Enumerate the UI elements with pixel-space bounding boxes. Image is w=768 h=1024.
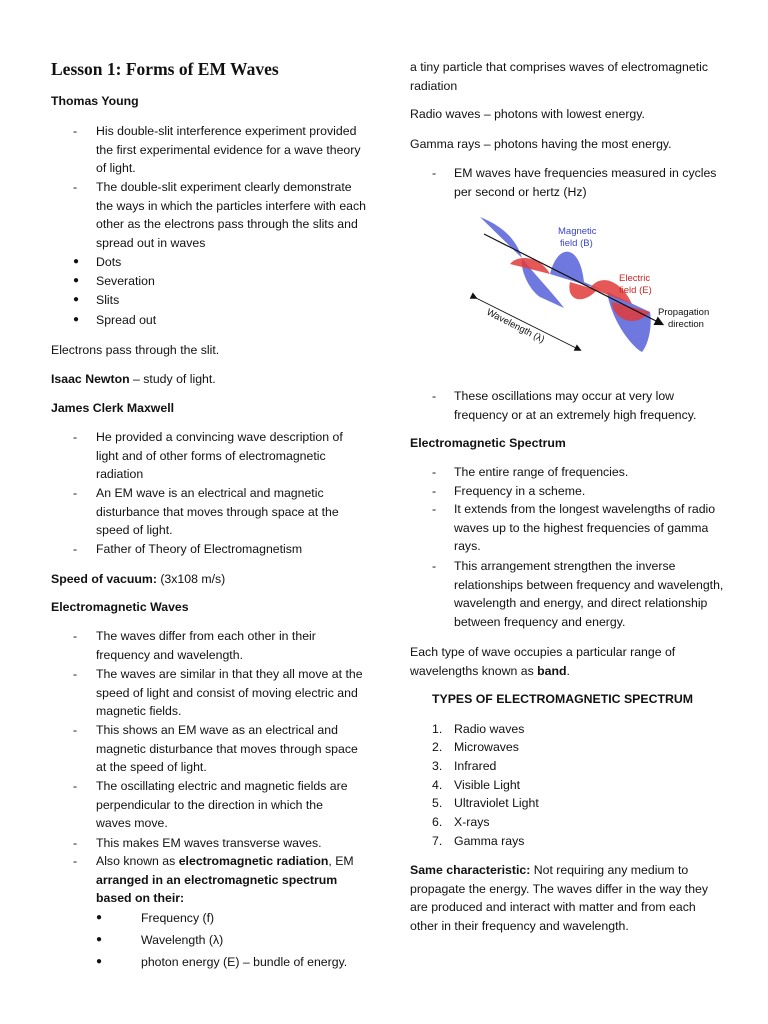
propagation-label-2: direction bbox=[668, 319, 704, 330]
newton-line: Isaac Newton – study of light. bbox=[51, 372, 216, 386]
speed-line: Speed of vacuum: (3x108 m/s) bbox=[51, 572, 226, 586]
electric-label-2: field (E) bbox=[619, 285, 652, 296]
magnetic-label-1: Magnetic bbox=[558, 226, 597, 237]
page-title: Lesson 1: Forms of EM Waves bbox=[51, 59, 279, 79]
heading-maxwell: James Clerk Maxwell bbox=[51, 401, 175, 415]
wavelength-arrow bbox=[476, 298, 580, 350]
electric-label-1: Electric bbox=[619, 273, 651, 284]
heading-em-spectrum: Electromagnetic Spectrum bbox=[410, 436, 566, 450]
magnetic-wave-lobe bbox=[480, 217, 522, 258]
photon-definition: a tiny particle that comprises waves of electromagnetic radiation bbox=[410, 60, 708, 93]
heading-em-waves: Electromagnetic Waves bbox=[51, 600, 189, 614]
magnetic-label-2: field (B) bbox=[560, 238, 593, 249]
band-paragraph: Each type of wave occupies a particular range of wavelengths known as band. bbox=[410, 645, 676, 678]
heading-types: TYPES OF ELECTROMAGNETIC SPECTRUM bbox=[432, 692, 693, 706]
electrons-line: Electrons pass through the slit. bbox=[51, 343, 220, 357]
propagation-label-1: Propagation bbox=[658, 307, 710, 318]
wavelength-label: Wavelength (λ) bbox=[484, 306, 547, 346]
em-wave-diagram bbox=[462, 212, 718, 358]
same-characteristic-paragraph: Same characteristic: Not requiring any medium to propagate the energy. The waves differ in the way they are produced and interact with matter and from each other in their frequency and wavelength. bbox=[410, 863, 709, 933]
heading-thomas-young: Thomas Young bbox=[51, 94, 139, 108]
gamma-line: Gamma rays – photons having the most energy. bbox=[410, 137, 672, 151]
radio-line: Radio waves – photons with lowest energy. bbox=[410, 107, 645, 121]
